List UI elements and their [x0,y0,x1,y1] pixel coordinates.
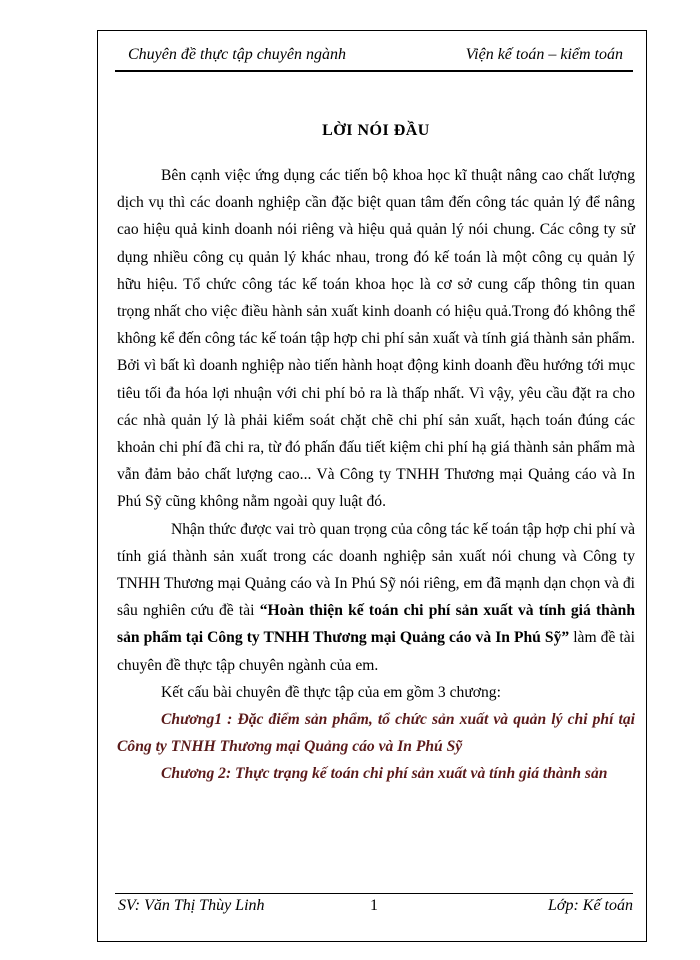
page-header [128,46,623,70]
header-right-text: Viện kế toán – kiểm toán [465,46,623,63]
paragraph-topic-before: Nhận thức được vai trò quan trọng của công tác kế toán tập hợp chi phí và tính giá thành sản xuất trong các doanh nghiệp sản xuất nói chung và Công ty TNHH Thương mại Quảng cáo và In Phú Sỹ nói riêng, em đã mạnh dạn chọn và đi sâu nghiên cứu đề tài [117,520,635,620]
header-rule [115,70,633,72]
paragraph-intro: Bên cạnh việc ứng dụng các tiến bộ khoa học kĩ thuật nâng cao chất lượng dịch vụ thì các doanh nghiệp cần đặc biệt quan tâm đến công tác quản lý để nâng cao hiệu quả kinh doanh nói riêng và hiệu quả quản lý nói chung. Các công ty sử dụng nhiều công cụ quản lý khác nhau, trong đó kế toán là một công cụ quản lý hữu hiệu. Tổ chức công tác kế toán khoa học là cơ sở cung cấp thông tin quan trọng nhất cho việc điều hành sản xuất kinh doanh có hiệu quả.Trong đó không thể không kể đến công tác kế toán tập hợp chi phí sản xuất và tính giá thành sản phẩm. Bởi vì bất kì doanh nghiệp nào tiến hành hoạt động kinh doanh đều hướng tới mục tiêu tối đa hóa lợi nhuận với chi phí bỏ ra là thấp nhất. Vì vậy, yêu cầu đặt ra cho các nhà quản lý là phải kiểm soát chặt chẽ chi phí sản xuất, hạch toán đúng các khoản chi phí đã chi ra, từ đó phấn đấu tiết kiệm chi phí hạ giá thành sản phẩm mà vẫn đảm bảo chất lượng cao... Và Công ty TNHH Thương mại Quảng cáo và In Phú Sỹ cũng không nằm ngoài quy luật đó. [117,167,635,511]
chapter-2: Chương 2: Thực trạng kế toán chi phí sản xuất và tính giá thành sản [161,765,608,783]
paragraph-topic-title: “Hoàn thiện kế toán chi phí sản xuất và tính giá thành sản phẩm tại Công ty TNHH Thương mại Quảng cáo và In Phú Sỹ” [117,602,635,647]
document-body [117,110,635,788]
chapter-1: Chương1 : Đặc điểm sản phẩm, tổ chức sản xuất và quản lý chi phí tại Công ty TNHH Thương mại Quảng cáo và In Phú Sỹ [117,711,635,756]
document-title: LỜI NÓI ĐẦU [322,122,430,139]
page-footer [118,897,633,919]
footer-rule [115,893,633,894]
footer-page-number: 1 [370,897,378,914]
footer-student: SV: Văn Thị Thùy Linh [118,897,265,914]
footer-class: Lớp: Kế toán [548,897,633,914]
paragraph-topic-after: làm đề tài chuyên đề thực tập chuyên ngành của em. [117,629,635,674]
paragraph-structure: Kết cấu bài chuyên đề thực tập của em gồm 3 chương: [161,683,501,701]
header-left-text: Chuyên đề thực tập chuyên ngành [128,46,346,63]
paragraph-topic [117,516,635,679]
